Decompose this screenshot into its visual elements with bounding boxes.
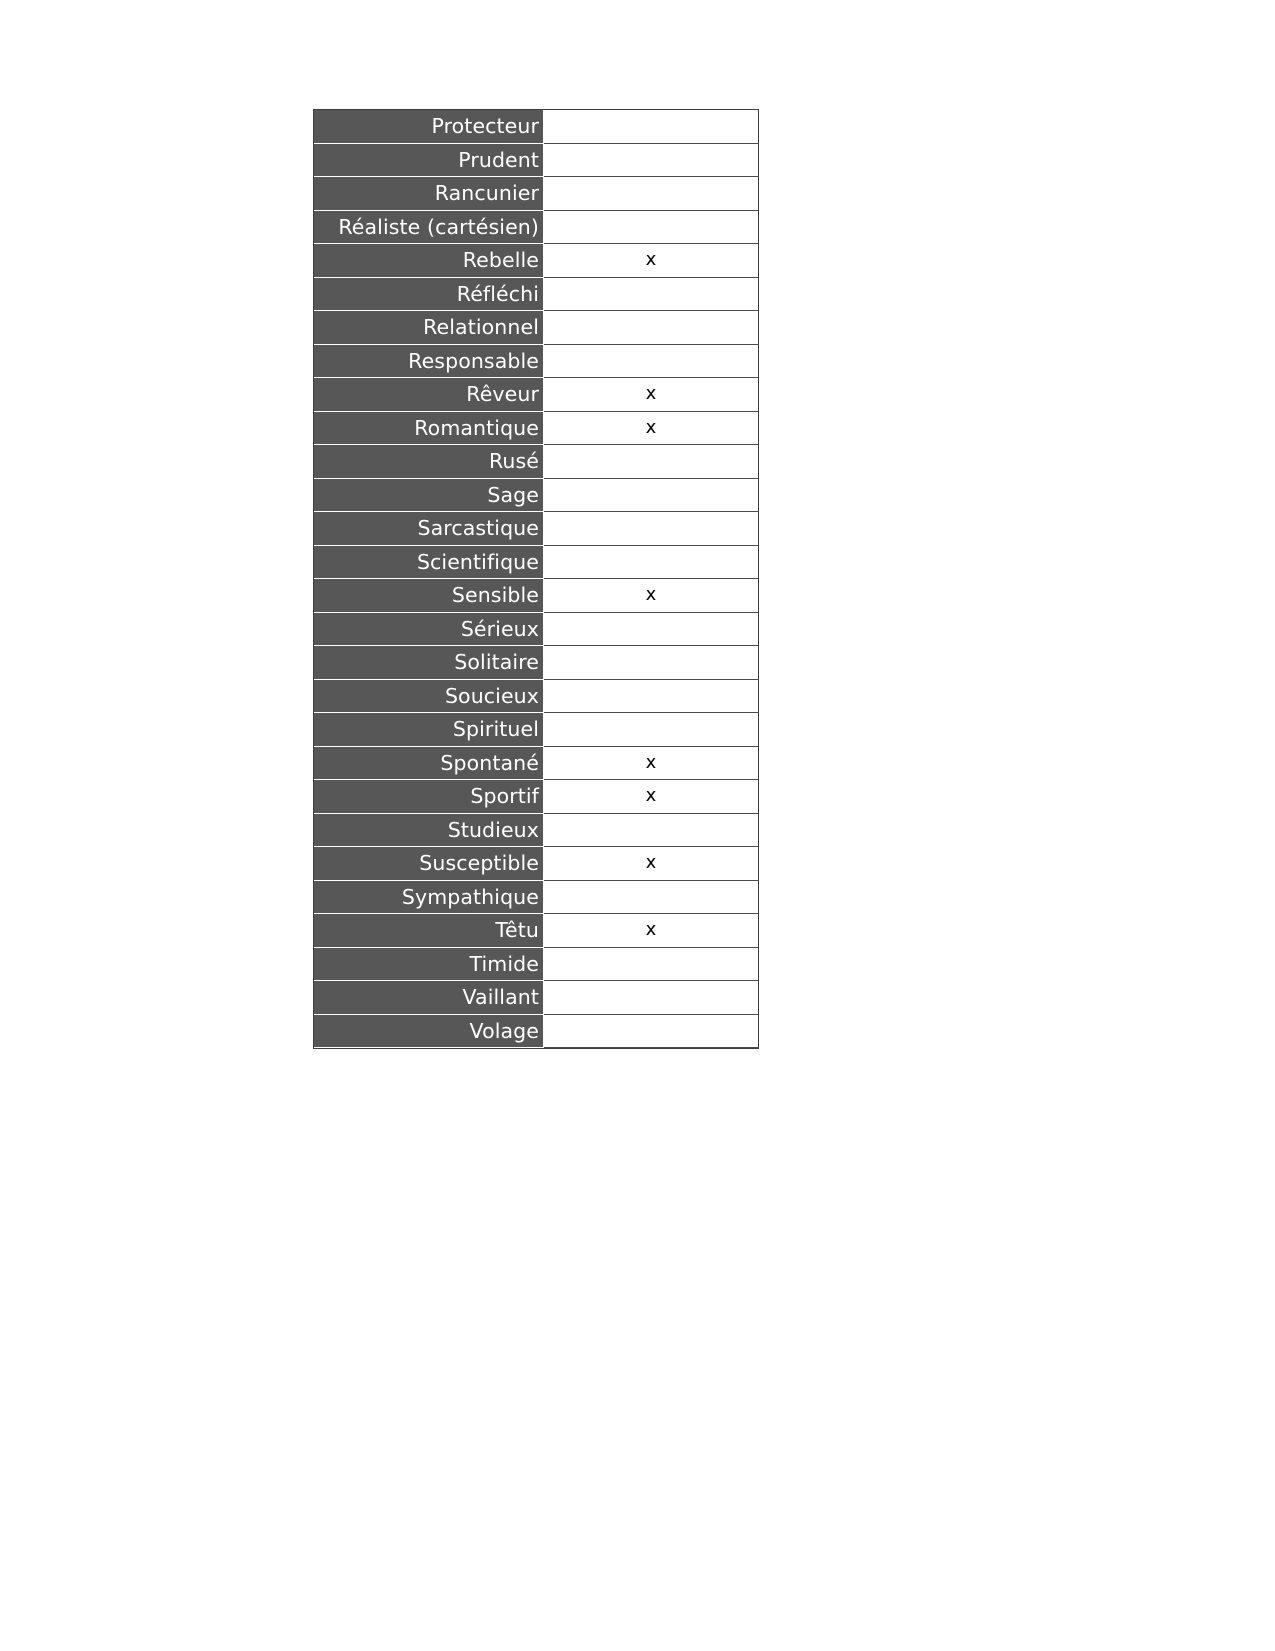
- trait-label: Rusé: [314, 445, 544, 479]
- trait-checkbox-cell[interactable]: x: [544, 847, 759, 881]
- trait-label: Rancunier: [314, 177, 544, 211]
- trait-checkbox-cell[interactable]: [544, 813, 759, 847]
- trait-checkbox-cell[interactable]: [544, 445, 759, 479]
- trait-label: Protecteur: [314, 110, 544, 144]
- table-row: [314, 914, 759, 948]
- trait-checkbox-cell[interactable]: x: [544, 579, 759, 613]
- trait-label: Spirituel: [314, 713, 544, 747]
- table-row: [314, 143, 759, 177]
- trait-checkbox-cell[interactable]: [544, 713, 759, 747]
- trait-checkbox-cell[interactable]: x: [544, 378, 759, 412]
- table-row: [314, 880, 759, 914]
- trait-label: Prudent: [314, 143, 544, 177]
- table-row: [314, 344, 759, 378]
- trait-label: Sportif: [314, 780, 544, 814]
- trait-label: Relationnel: [314, 311, 544, 345]
- trait-label: Susceptible: [314, 847, 544, 881]
- trait-checkbox-cell[interactable]: [544, 646, 759, 680]
- table-row: [314, 512, 759, 546]
- trait-label: Soucieux: [314, 679, 544, 713]
- trait-checkbox-cell[interactable]: x: [544, 780, 759, 814]
- table-row: [314, 646, 759, 680]
- trait-label: Volage: [314, 1014, 544, 1048]
- trait-checkbox-cell[interactable]: [544, 1014, 759, 1048]
- table-row: [314, 1014, 759, 1048]
- table-row: [314, 813, 759, 847]
- table-row: [314, 378, 759, 412]
- table-row: [314, 545, 759, 579]
- trait-label: Responsable: [314, 344, 544, 378]
- trait-checkbox-cell[interactable]: x: [544, 244, 759, 278]
- trait-label: Vaillant: [314, 981, 544, 1015]
- trait-checkbox-cell[interactable]: [544, 947, 759, 981]
- trait-checkbox-cell[interactable]: [544, 277, 759, 311]
- trait-checkbox-cell[interactable]: [544, 311, 759, 345]
- trait-checkbox-cell[interactable]: [544, 679, 759, 713]
- table-row: [314, 947, 759, 981]
- trait-label: Rêveur: [314, 378, 544, 412]
- trait-label: Sarcastique: [314, 512, 544, 546]
- table-row: [314, 780, 759, 814]
- trait-label: Sérieux: [314, 612, 544, 646]
- trait-checkbox-cell[interactable]: [544, 210, 759, 244]
- trait-label: Scientifique: [314, 545, 544, 579]
- trait-label: Têtu: [314, 914, 544, 948]
- trait-checkbox-cell[interactable]: x: [544, 914, 759, 948]
- trait-checkbox-cell[interactable]: [544, 177, 759, 211]
- trait-checkbox-cell[interactable]: [544, 344, 759, 378]
- table-row: [314, 478, 759, 512]
- trait-checkbox-cell[interactable]: [544, 512, 759, 546]
- trait-checkbox-cell[interactable]: [544, 110, 759, 144]
- table-row: [314, 411, 759, 445]
- trait-label: Sympathique: [314, 880, 544, 914]
- trait-checkbox-cell[interactable]: x: [544, 746, 759, 780]
- trait-label: Rebelle: [314, 244, 544, 278]
- table-row: [314, 110, 759, 144]
- table-row: [314, 311, 759, 345]
- table-row: [314, 579, 759, 613]
- trait-label: Sage: [314, 478, 544, 512]
- trait-label: Timide: [314, 947, 544, 981]
- trait-checkbox-cell[interactable]: [544, 981, 759, 1015]
- trait-checkbox-cell[interactable]: x: [544, 411, 759, 445]
- trait-label: Réaliste (cartésien): [314, 210, 544, 244]
- trait-checkbox-cell[interactable]: [544, 143, 759, 177]
- table-row: [314, 244, 759, 278]
- trait-label: Sensible: [314, 579, 544, 613]
- trait-label: Spontané: [314, 746, 544, 780]
- trait-label: Solitaire: [314, 646, 544, 680]
- trait-label: Réfléchi: [314, 277, 544, 311]
- table-row: [314, 981, 759, 1015]
- trait-label: Romantique: [314, 411, 544, 445]
- trait-checklist-table: [313, 109, 759, 1048]
- table-row: [314, 177, 759, 211]
- trait-label: Studieux: [314, 813, 544, 847]
- table-row: [314, 445, 759, 479]
- table-row: [314, 612, 759, 646]
- table-row: [314, 713, 759, 747]
- trait-checkbox-cell[interactable]: [544, 880, 759, 914]
- table-row: [314, 679, 759, 713]
- table-row: [314, 847, 759, 881]
- trait-checkbox-cell[interactable]: [544, 478, 759, 512]
- table-row: [314, 746, 759, 780]
- trait-checkbox-cell[interactable]: [544, 545, 759, 579]
- trait-table-body: [314, 110, 759, 1048]
- table-row: [314, 210, 759, 244]
- table-row: [314, 277, 759, 311]
- trait-checkbox-cell[interactable]: [544, 612, 759, 646]
